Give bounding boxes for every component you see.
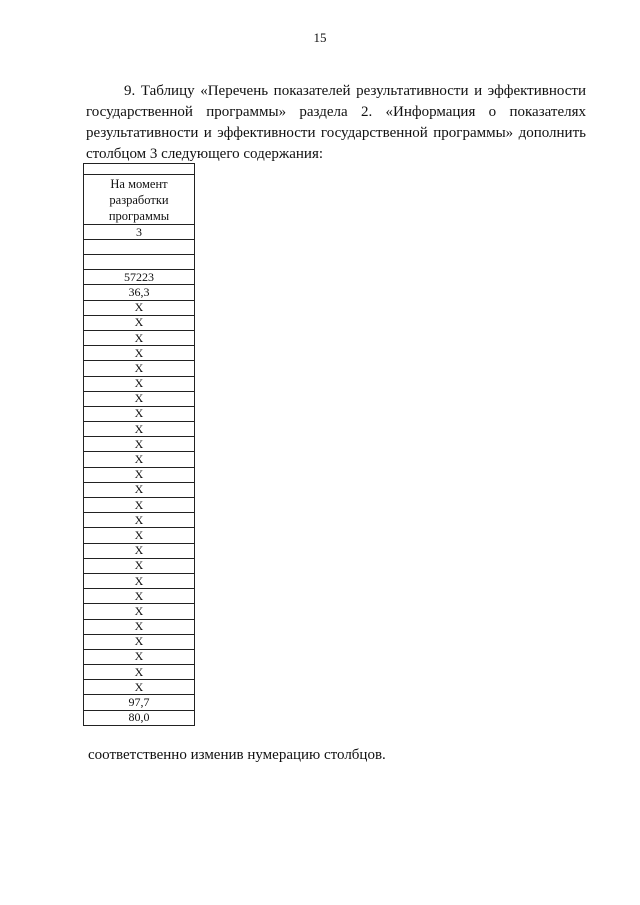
column-3-table [83, 163, 195, 726]
table-row [84, 285, 195, 300]
table-cell: X [84, 573, 195, 588]
table-cell: X [84, 513, 195, 528]
table-cell: X [84, 452, 195, 467]
table-row [84, 695, 195, 710]
table-cell: X [84, 422, 195, 437]
table-row [84, 452, 195, 467]
table-cell: X [84, 498, 195, 513]
table-row [84, 240, 195, 255]
table-cell: X [84, 665, 195, 680]
table-cell: X [84, 680, 195, 695]
table-cell: X [84, 376, 195, 391]
table-cell: X [84, 391, 195, 406]
table-row [84, 361, 195, 376]
table-row [84, 619, 195, 634]
table-row [84, 482, 195, 497]
table-cell: X [84, 361, 195, 376]
table-cell: X [84, 330, 195, 345]
table-header-cell: На момент разработки программы [84, 175, 195, 225]
table-row [84, 391, 195, 406]
table-cell: X [84, 604, 195, 619]
table-cell: X [84, 482, 195, 497]
table-row [84, 467, 195, 482]
table-row [84, 665, 195, 680]
table-row [84, 270, 195, 285]
table-row [84, 346, 195, 361]
table-row [84, 680, 195, 695]
table-cell: 97,7 [84, 695, 195, 710]
table-cell: X [84, 315, 195, 330]
table-row [84, 513, 195, 528]
table-cell: X [84, 649, 195, 664]
table-cell: X [84, 406, 195, 421]
table-row [84, 255, 195, 270]
table-row [84, 710, 195, 725]
table-cell: X [84, 300, 195, 315]
table-cell: 36,3 [84, 285, 195, 300]
table-cell [84, 240, 195, 255]
table-row [84, 649, 195, 664]
column-3-table-wrapper [83, 163, 195, 726]
table-cell-empty [84, 164, 195, 175]
table-row [84, 573, 195, 588]
table-cell: X [84, 634, 195, 649]
table-cell: X [84, 467, 195, 482]
table-header-row [84, 175, 195, 225]
table-row [84, 330, 195, 345]
table-column-number-row [84, 225, 195, 240]
table-row [84, 498, 195, 513]
table-column-number-cell: 3 [84, 225, 195, 240]
closing-text: соответственно изменив нумерацию столбцов. [88, 747, 386, 763]
table-cell: 57223 [84, 270, 195, 285]
table-cell: X [84, 346, 195, 361]
table-row [84, 376, 195, 391]
intro-paragraph: 9. Таблицу «Перечень показателей результативности и эффективности государственной программы» раздела 2. «Информация о показателях результативности и эффективности государственной программы» дополнить столбцом 3 следующего содержания: [86, 83, 586, 162]
table-row [84, 315, 195, 330]
page-number: 15 [313, 30, 327, 45]
table-cell: X [84, 619, 195, 634]
table-row [84, 300, 195, 315]
table-row [84, 543, 195, 558]
table-cell: 80,0 [84, 710, 195, 725]
table-cell: X [84, 528, 195, 543]
table-cell [84, 255, 195, 270]
table-row [84, 437, 195, 452]
table-row [84, 604, 195, 619]
table-cell: X [84, 543, 195, 558]
table-cell: X [84, 437, 195, 452]
column-3-table-body [84, 164, 195, 726]
table-row-top-border [84, 164, 195, 175]
table-row [84, 528, 195, 543]
table-cell: X [84, 558, 195, 573]
table-row [84, 589, 195, 604]
table-cell: X [84, 589, 195, 604]
table-row [84, 558, 195, 573]
table-row [84, 422, 195, 437]
table-row [84, 634, 195, 649]
table-row [84, 406, 195, 421]
